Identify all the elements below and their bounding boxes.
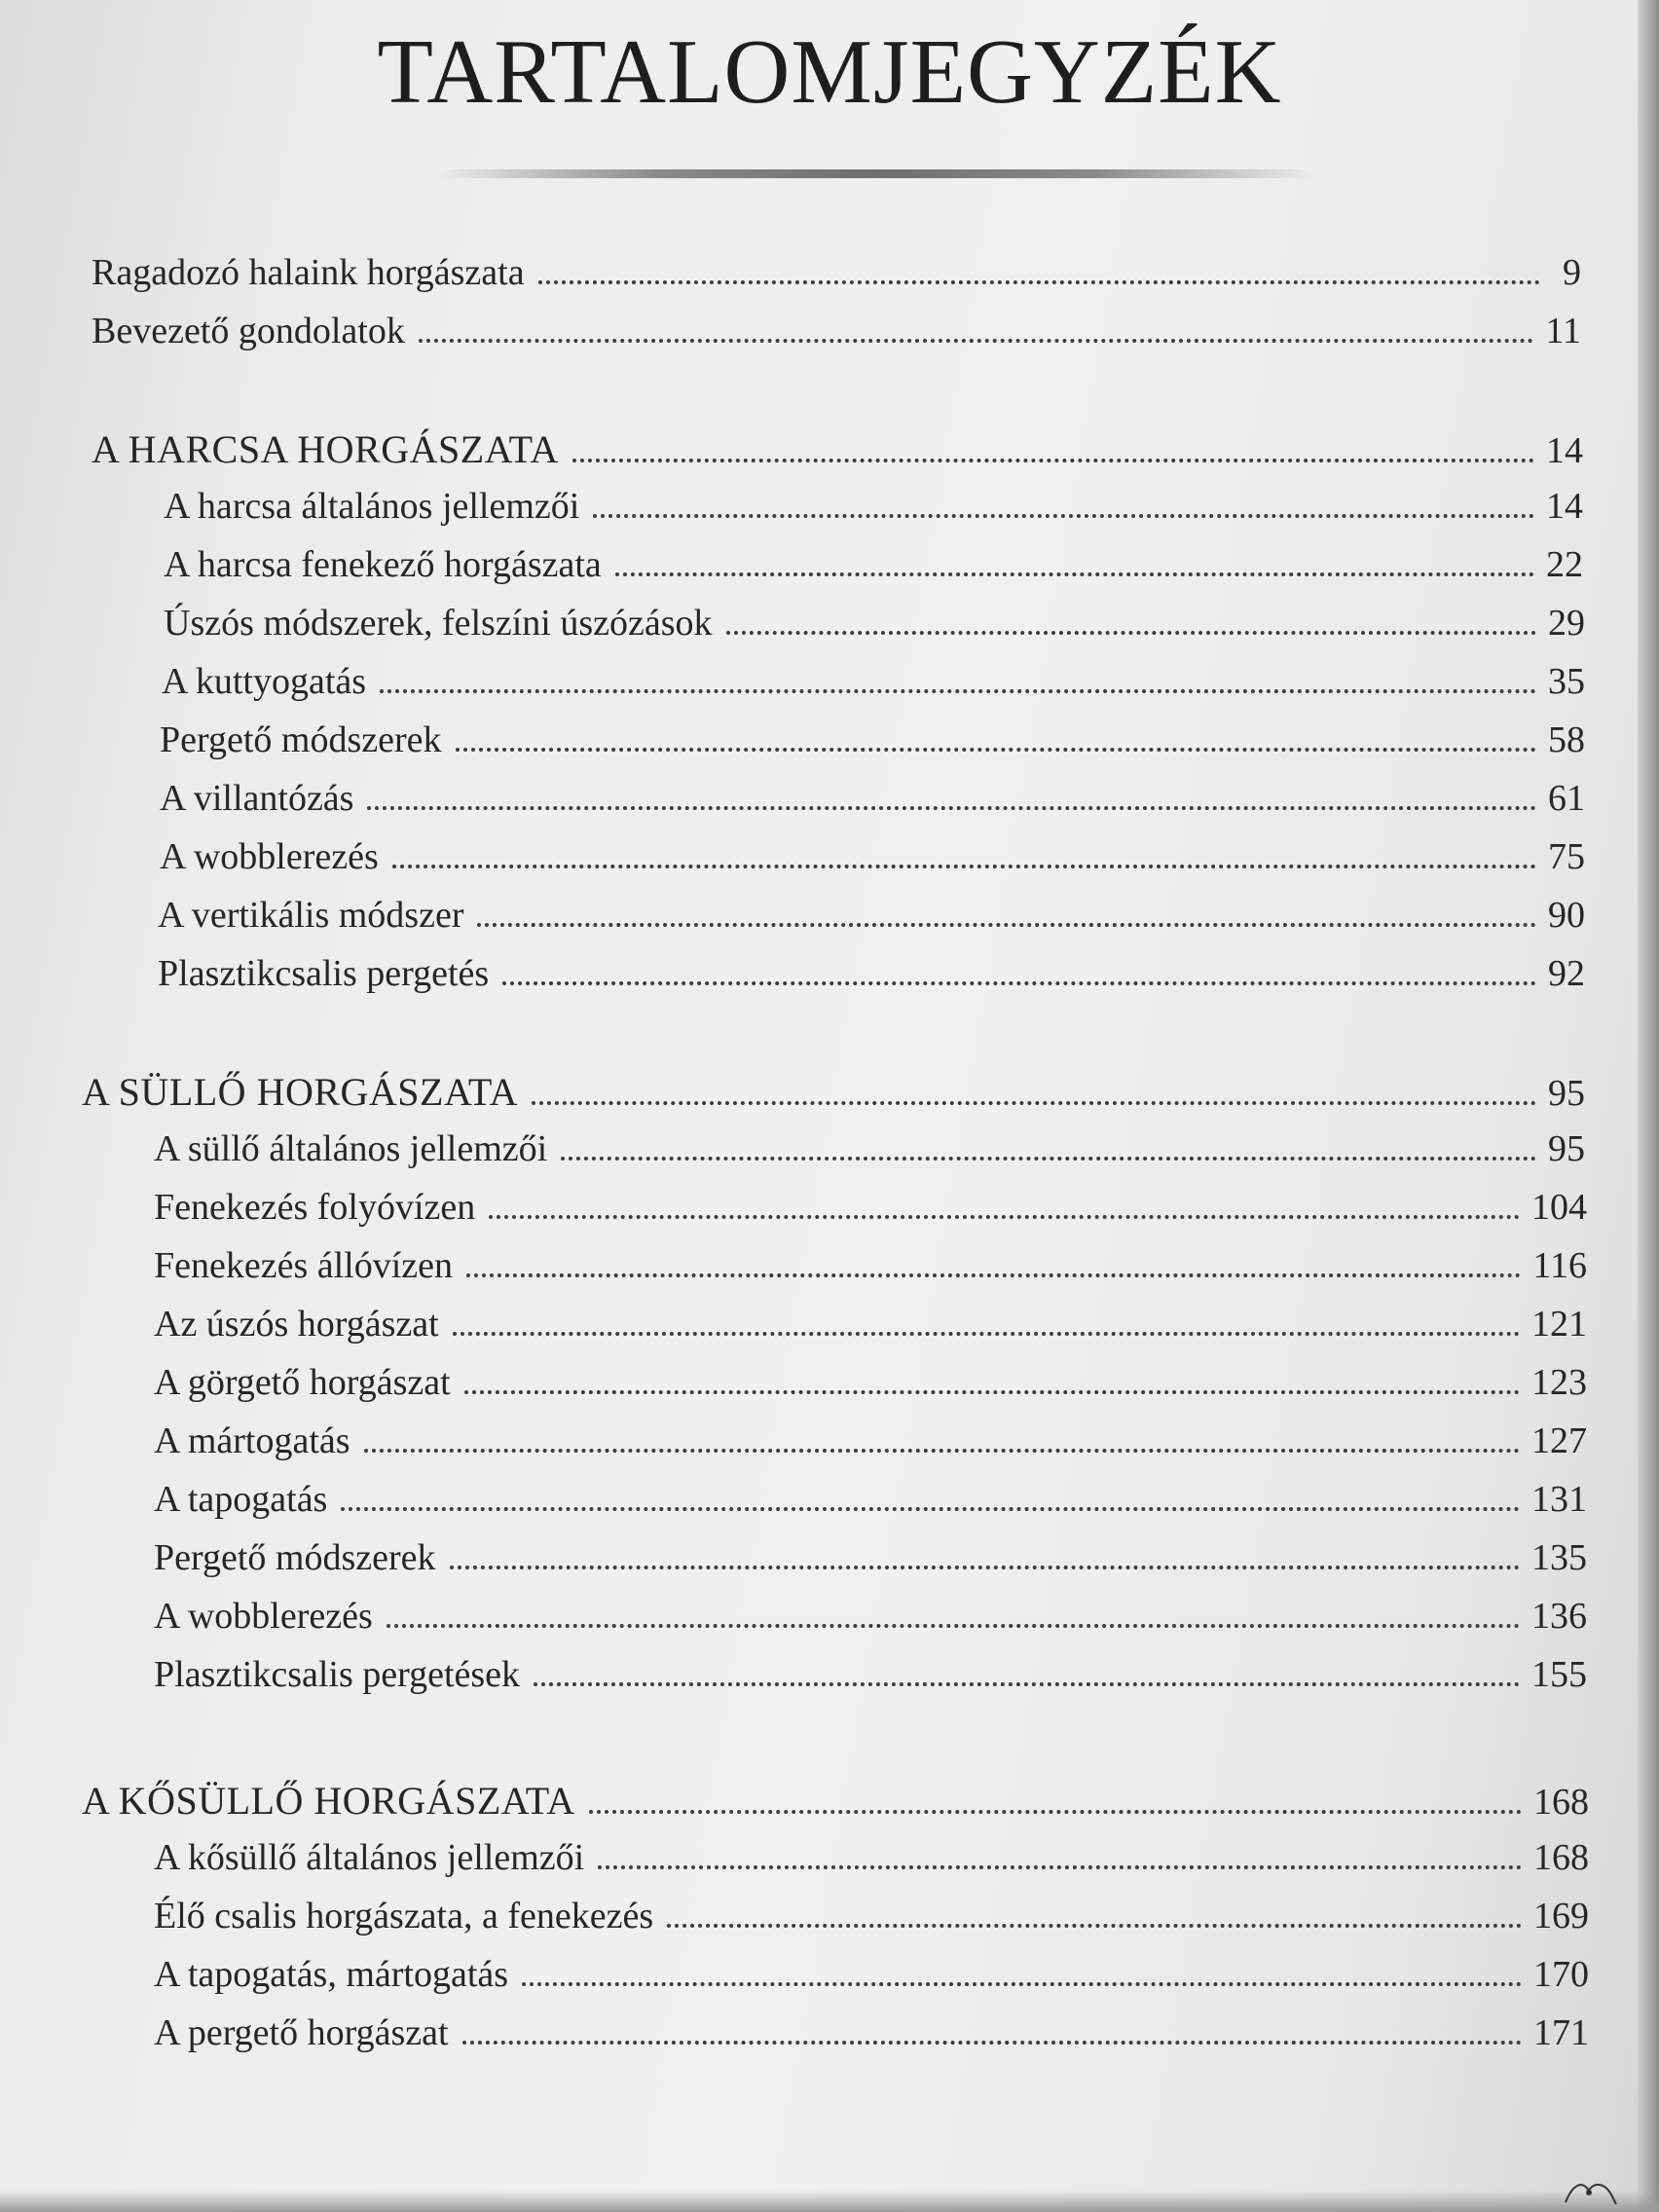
toc-entry-label: A harcsa fenekező horgászata: [164, 544, 602, 585]
dot-leader: [489, 1215, 1520, 1219]
dot-leader: [387, 1624, 1520, 1628]
section-heading-page: 95: [1548, 1073, 1585, 1114]
toc-entry-label: A harcsa általános jellemzői: [164, 486, 580, 527]
toc-entry-label: Plasztikcsalis pergetés: [158, 953, 490, 994]
dot-leader: [589, 1810, 1522, 1814]
toc-entry[interactable]: [160, 835, 1585, 886]
toc-entry-page: 168: [1533, 1837, 1589, 1878]
toc-entry-page: 14: [1546, 486, 1583, 527]
toc-entry[interactable]: [92, 310, 1581, 360]
toc-entry-label: Ragadozó halaink horgászata: [92, 252, 525, 293]
dot-leader: [450, 1566, 1521, 1569]
toc-entry[interactable]: [154, 1895, 1589, 1945]
toc-entry-label: A mártogatás: [154, 1420, 350, 1461]
toc-entry-label: Fenekezés állóvízen: [154, 1245, 454, 1286]
dot-leader: [456, 748, 1537, 752]
toc-entry-label: Az úszós horgászat: [154, 1304, 439, 1345]
toc-entry-label: Plasztikcsalis pergetések: [154, 1654, 521, 1695]
dot-leader: [667, 1924, 1522, 1928]
toc-entry[interactable]: [158, 894, 1585, 944]
toc-entry-label: Pergető módszerek: [160, 719, 442, 760]
dot-leader: [367, 806, 1536, 810]
section-heading-label: A SÜLLŐ HORGÁSZATA: [82, 1070, 519, 1114]
toc-entry-page: 61: [1548, 778, 1585, 819]
toc-entry[interactable]: [162, 660, 1585, 711]
section-heading-label: A KŐSÜLLŐ HORGÁSZATA: [82, 1779, 575, 1823]
toc-entry[interactable]: [154, 1361, 1587, 1412]
toc-entry-label: A pergető horgászat: [154, 2012, 449, 2053]
toc-entry[interactable]: [154, 1244, 1587, 1295]
toc-entry-page: 35: [1548, 661, 1585, 702]
toc-entry-page: 9: [1563, 252, 1581, 293]
toc-entry-label: A görgető horgászat: [154, 1362, 451, 1403]
toc-entry-page: 92: [1548, 953, 1585, 994]
page-bottom-shadow: [0, 2191, 1659, 2212]
toc-entry-page: 131: [1531, 1479, 1587, 1520]
toc-entry-label: A kuttyogatás: [162, 661, 367, 702]
toc-entry[interactable]: [154, 1953, 1589, 2004]
toc-entry-label: A süllő általános jellemzői: [154, 1128, 548, 1169]
dot-leader: [364, 1449, 1520, 1453]
toc-entry[interactable]: [164, 485, 1583, 535]
toc-entry[interactable]: [154, 1595, 1587, 1645]
toc-entry[interactable]: [160, 719, 1585, 769]
toc-entry-page: 136: [1531, 1596, 1587, 1637]
dot-leader: [534, 1682, 1520, 1686]
toc-entry[interactable]: [154, 1419, 1587, 1470]
toc-entry-page: 29: [1548, 603, 1585, 644]
toc-section-heading[interactable]: [82, 1069, 1585, 1120]
toc-entry-page: 127: [1531, 1420, 1587, 1461]
toc-entry-label: Pergető módszerek: [154, 1537, 436, 1578]
toc-entry[interactable]: [154, 2011, 1589, 2062]
dot-leader: [572, 459, 1534, 462]
toc-entry-page: 58: [1548, 719, 1585, 760]
toc-entry[interactable]: [154, 1653, 1587, 1704]
dot-leader: [453, 1332, 1520, 1336]
toc-entry[interactable]: [158, 952, 1585, 1003]
toc-entry-page: 135: [1531, 1537, 1587, 1578]
toc-entry-page: 116: [1532, 1245, 1587, 1286]
dot-leader: [419, 339, 1534, 343]
toc-entry-page: 171: [1533, 2012, 1589, 2053]
toc-entry[interactable]: [154, 1303, 1587, 1353]
toc-section-heading[interactable]: [92, 426, 1583, 477]
toc-section-heading[interactable]: [82, 1778, 1589, 1828]
page-edge-shadow: [1638, 0, 1659, 2212]
dot-leader: [522, 1982, 1522, 1986]
toc-entry-label: Bevezető gondolatok: [92, 311, 405, 351]
toc-entry-label: A wobblerezés: [160, 836, 379, 877]
toc-entry[interactable]: [154, 1127, 1585, 1178]
toc-entry-page: 121: [1531, 1304, 1587, 1345]
dot-leader: [380, 689, 1536, 693]
toc-entry[interactable]: [92, 251, 1581, 302]
dot-leader: [466, 1273, 1521, 1277]
toc-entry[interactable]: [164, 602, 1585, 652]
dot-leader: [532, 1101, 1536, 1105]
toc-entry-page: 123: [1531, 1362, 1587, 1403]
dot-leader: [392, 865, 1536, 868]
dot-leader: [615, 572, 1534, 576]
toc-entry-page: 104: [1531, 1187, 1587, 1228]
toc-entry[interactable]: [154, 1536, 1587, 1587]
toc-entry[interactable]: [164, 543, 1583, 594]
toc-entry[interactable]: [160, 777, 1585, 828]
toc-entry-label: A wobblerezés: [154, 1596, 373, 1637]
dot-leader: [462, 2041, 1522, 2045]
toc-entry[interactable]: [154, 1478, 1587, 1529]
dot-leader: [598, 1865, 1522, 1869]
toc-entry-page: 22: [1546, 544, 1583, 585]
dot-leader: [464, 1390, 1520, 1394]
toc-entry-page: 75: [1548, 836, 1585, 877]
dot-leader: [593, 514, 1534, 518]
toc-entry-label: A tapogatás: [154, 1479, 328, 1520]
toc-entry-page: 95: [1548, 1128, 1585, 1169]
toc-entry-page: 169: [1533, 1896, 1589, 1936]
toc-entry-page: 155: [1531, 1654, 1587, 1695]
dot-leader: [561, 1157, 1536, 1161]
toc-entry[interactable]: [154, 1186, 1587, 1236]
toc-entry-page: 11: [1545, 311, 1581, 351]
section-heading-label: A HARCSA HORGÁSZATA: [92, 427, 559, 471]
toc-entry-label: A vertikális módszer: [158, 895, 464, 936]
dot-leader: [538, 280, 1540, 284]
section-heading-page: 168: [1533, 1782, 1589, 1823]
ornament-icon: [1562, 2177, 1620, 2206]
toc-entry-label: A kősüllő általános jellemzői: [154, 1837, 585, 1878]
toc-entry-label: A villantózás: [160, 778, 354, 819]
dot-leader: [726, 631, 1536, 635]
toc-entry-label: Úszós módszerek, felszíni úszózások: [164, 603, 713, 644]
toc-entry[interactable]: [154, 1836, 1589, 1887]
section-heading-page: 14: [1546, 430, 1583, 471]
dot-leader: [477, 923, 1536, 927]
toc-entry-label: A tapogatás, mártogatás: [154, 1954, 509, 1995]
toc-entry-label: Fenekezés folyóvízen: [154, 1187, 476, 1228]
toc-entry-label: Élő csalis horgászata, a fenekezés: [154, 1896, 654, 1936]
toc-entry-page: 170: [1533, 1954, 1589, 1995]
dot-leader: [341, 1507, 1520, 1511]
dot-leader: [502, 981, 1536, 985]
page-title: TARTALOMJEGYZÉK: [377, 21, 1282, 123]
toc-entry-page: 90: [1548, 895, 1585, 936]
